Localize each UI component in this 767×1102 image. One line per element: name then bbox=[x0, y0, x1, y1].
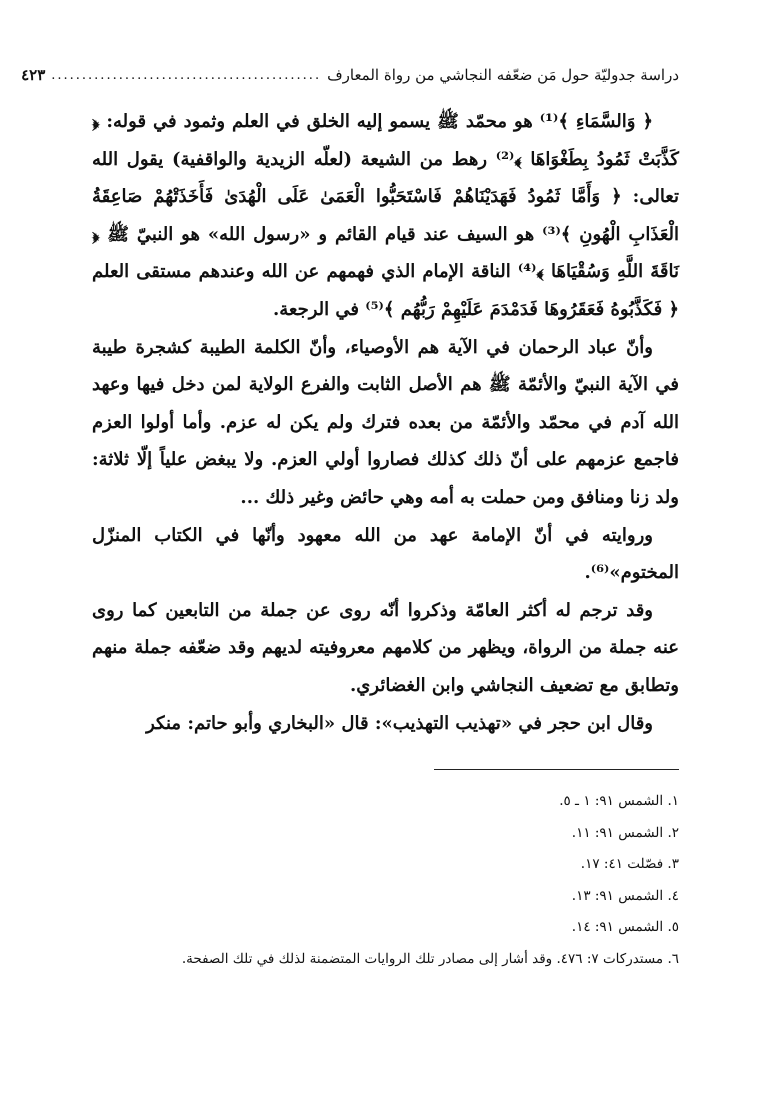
footnote-3: ٣. فصّلت ٤١: ١٧. bbox=[580, 856, 679, 872]
footnote-5: ٥. الشمس ٩١: ١٤. bbox=[571, 919, 679, 935]
main-text bbox=[92, 103, 679, 742]
footnote-2: ٢. الشمس ٩١: ١١. bbox=[571, 824, 679, 841]
paragraph-5: وقال ابن حجر في «تهذيب التهذيب»: قال «البخاري وأبو حاتم: منكر bbox=[146, 712, 653, 734]
footnote-6: ٦. مستدركات ٧: ٤٧٦. وقد أشار إلى مصادر تلك الروايات المتضمنة لذلك في تلك الصفحة. bbox=[181, 950, 679, 967]
paragraph-2: وأنّ عباد الرحمان في الآية هم الأوصياء، وأنّ الكلمة الطيبة كشجرة طيبة في الآية النبيّ والأئمّة ﷺ هم الأصل الثابت والفرع الولاية لمن دخل فيها وعهد الله آدم في محمّد والأئمّة من بعده فترك ولم يكن له عزم. وأما أولوا العزم فاجمع عزمهم على أنّ ذلك كذلك فصاروا أولي العزم. ولا يبغض علياً إلّا ثلاثة: ولد زنا ومنافق ومن حملت به أمه وهي حائض وغير ذلك ... bbox=[92, 336, 679, 508]
page-number: ٤٢٣ bbox=[21, 66, 46, 84]
dot-leader: ............................................ bbox=[51, 67, 322, 83]
footnote-separator bbox=[434, 769, 679, 770]
paragraph-1: ﴿ وَالسَّمَاءِ ﴾⁽¹⁾ هو محمّد ﷺ يسمو إليه الخلق في العلم وثمود في قوله: ﴿ كَذَّبَتْ ثَمُودُ بِطَغْوَاهَا ﴾⁽²⁾ رهط من الشيعة (لعلّه الزيدية والواقفية) يقول الله تعالى: ﴿ وَأَمَّا ثَمُودُ فَهَدَيْنَاهُمْ فَاسْتَحَبُّوا الْعَمَىٰ عَلَى الْهُدَىٰ فَأَخَذَتْهُمْ صَاعِقَةُ الْعَذَابِ الْهُونِ ﴾⁽³⁾ هو السيف عند قيام القائم و «رسول الله» هو النبيّ ﷺ ﴿ نَاقَةَ اللَّهِ وَسُقْيَاهَا ﴾⁽⁴⁾ الناقة الإمام الذي فهمهم عن الله وعندهم مستقى العلم ﴿ فَكَذَّبُوهُ فَعَقَرُوهَا فَدَمْدَمَ عَلَيْهِمْ رَبُّهُم ﴾⁽⁵⁾ في الرجعة. bbox=[92, 111, 679, 320]
footnote-4: ٤. الشمس ٩١: ١٣. bbox=[571, 887, 679, 904]
paragraph-4: وقد ترجم له أكثر العامّة وذكروا أنّه روى عن جملة من التابعين كما روى عنه جملة من الرواة، ويظهر من كلامهم معروفيته لديهم وقد ضعّفه جملة منهم وتطابق مع تضعيف النجاشي وابن الغضائري. bbox=[92, 599, 679, 696]
footnotes bbox=[92, 786, 679, 975]
page-header bbox=[21, 60, 679, 90]
paragraph-3: وروايته في أنّ الإمامة عهد من الله معهود وأنّها في الكتاب المنزّل المختوم»⁽⁶⁾. bbox=[92, 524, 679, 584]
running-title: دراسة جدوليّة حول مَن ضعّفه النجاشي من رواة المعارف bbox=[327, 66, 679, 84]
footnote-1: ١. الشمس ٩١: ١ ـ ٥. bbox=[559, 793, 679, 809]
